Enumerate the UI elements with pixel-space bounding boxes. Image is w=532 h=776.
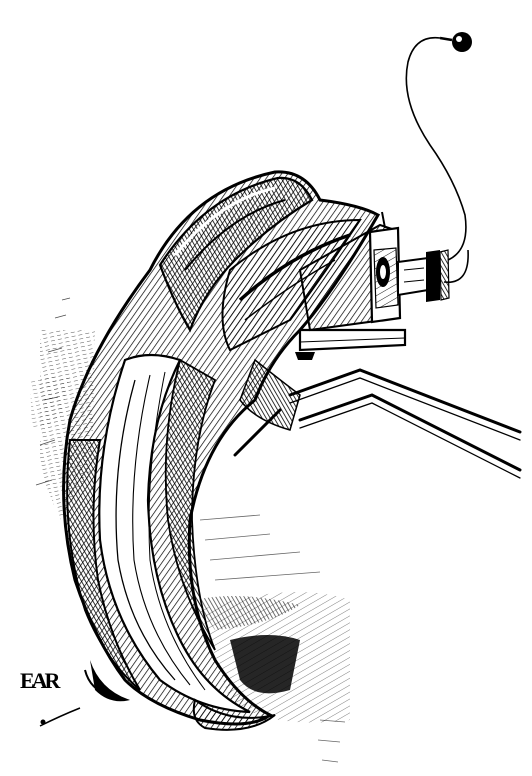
shutter-cable	[406, 32, 472, 282]
monogram-text: EAR	[20, 668, 58, 693]
shutter-bulb-icon	[452, 32, 472, 52]
artist-monogram	[20, 668, 80, 726]
camera-lens	[398, 250, 449, 302]
